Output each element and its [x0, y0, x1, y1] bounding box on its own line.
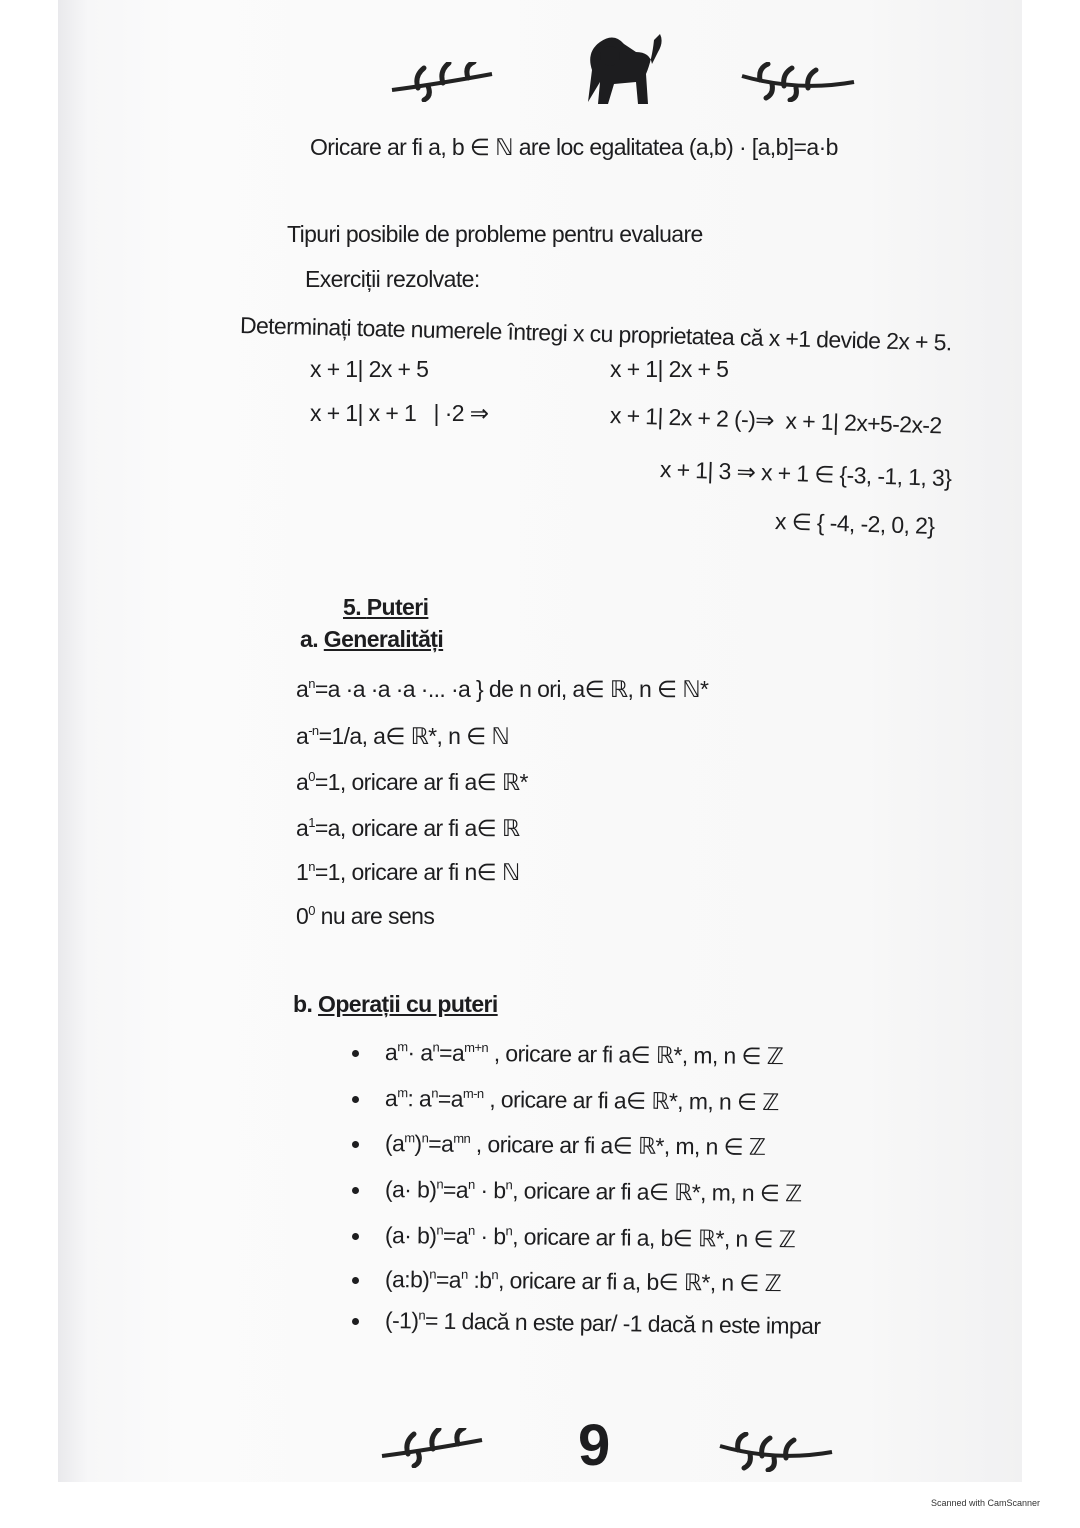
scanner-watermark: Scanned with CamScanner [930, 1498, 1040, 1508]
superscript: m+n [464, 1039, 489, 1056]
superscript: 1 [308, 815, 315, 830]
bullet-icon [352, 1277, 359, 1284]
text-segment: , oricare ar fi a∈ ℝ*, m, n ∈ ℤ [469, 1130, 766, 1160]
superscript: n [418, 1307, 426, 1323]
chapter-heading [343, 594, 428, 621]
subsection-b-heading [293, 991, 498, 1018]
superscript: m-n [462, 1085, 484, 1102]
text-segment: · b [474, 1222, 506, 1250]
chapter-number: 5. [343, 594, 361, 620]
superscript: n [505, 1177, 513, 1193]
superscript: n [460, 1266, 468, 1282]
text-segment: =a ·a ·a ·a ·... ·a } de n ori, a∈ ℝ, n ∈ ℕ* [314, 676, 709, 702]
text-segment: =1, oricare ar fi a∈ ℝ* [314, 769, 528, 795]
lion-emblem-icon [578, 30, 664, 110]
solution-right-3: x + 1| 3 ⇒ x + 1 ∈ {-3, -1, 1, 3} [659, 456, 952, 492]
text-segment: a [296, 815, 309, 841]
subsection-a-letter: a. [300, 626, 318, 652]
subsection-a-title: Generalități [323, 626, 444, 652]
generality-item [296, 859, 520, 886]
problem-statement: Determinați toate numerele întregi x cu proprietatea că x +1 devide 2x + 5. [239, 312, 952, 356]
operation-item [385, 1085, 779, 1116]
text-segment: (a· b) [384, 1222, 437, 1249]
laurel-branch-right-icon [738, 62, 858, 102]
superscript: m [404, 1130, 415, 1146]
laurel-branch-left-icon [388, 62, 498, 102]
solution-right-1: x + 1| 2x + 5 [610, 356, 729, 382]
bullet-icon [352, 1096, 359, 1103]
text-segment: a [296, 723, 309, 749]
superscript: n [436, 1222, 444, 1238]
generality-item [296, 903, 434, 930]
solution-left-1: x + 1| 2x + 5 [310, 356, 429, 382]
text-segment: =a [428, 1130, 454, 1157]
superscript: n [308, 859, 315, 874]
text-segment: ) [414, 1130, 422, 1157]
subsection-b-title: Operații cu puteri [318, 991, 498, 1017]
operation-item [385, 1176, 802, 1207]
subsection-b-letter: b. [293, 991, 313, 1017]
bullet-icon [352, 1187, 359, 1194]
subsection-a-heading [300, 626, 443, 653]
text-segment: (a:b) [384, 1266, 430, 1293]
text-segment: a [296, 676, 309, 702]
text-segment: (-1) [384, 1307, 419, 1334]
laurel-branch-left-icon [378, 1428, 488, 1468]
text-segment: :b [467, 1266, 492, 1294]
superscript: m [397, 1039, 408, 1055]
text-segment: (a· b) [384, 1176, 437, 1203]
text-segment: =1, oricare ar fi n∈ ℕ [314, 859, 520, 885]
page-number: 9 [578, 1413, 611, 1478]
operation-item [385, 1130, 766, 1161]
text-segment: : a [407, 1085, 432, 1112]
text-segment: , oricare ar fi a, b∈ ℝ*, n ∈ ℤ [512, 1223, 796, 1253]
generality-item [296, 676, 708, 703]
text-segment: =1/a, a∈ ℝ*, n ∈ ℕ [318, 723, 510, 749]
superscript: n [429, 1266, 437, 1282]
bullet-icon [352, 1318, 359, 1325]
operation-item [385, 1039, 784, 1070]
superscript: m [397, 1085, 408, 1101]
text-segment: 0 [296, 903, 309, 929]
text-segment: , oricare ar fi a, b∈ ℝ*, n ∈ ℤ [497, 1267, 782, 1297]
superscript: n [431, 1085, 438, 1101]
chapter-title: Puteri [366, 594, 429, 620]
text-segment: = 1 dacă n este par/ -1 dacă n este impar [424, 1307, 821, 1340]
laurel-branch-right-icon [716, 1432, 836, 1472]
text-segment: a [296, 769, 309, 795]
text-segment: , oricare ar fi a∈ ℝ*, m, n ∈ ℤ [483, 1086, 779, 1116]
text-segment: Oricare ar fi a, b ∈ ℕ are loc egalitatea (a,b) · [a,b]=a·b [310, 134, 838, 160]
superscript: n [468, 1222, 475, 1238]
generality-item [296, 815, 520, 842]
text-segment: =a [442, 1176, 469, 1203]
bullet-icon [352, 1050, 359, 1057]
text-segment: (a [384, 1130, 405, 1157]
bullet-icon [352, 1141, 359, 1148]
text-segment: · a [407, 1039, 433, 1066]
text-segment: =a [435, 1266, 462, 1293]
text-segment: =a [438, 1039, 465, 1066]
superscript: -n [308, 723, 319, 738]
generality-item [296, 769, 528, 796]
text-segment: =a [442, 1222, 469, 1249]
superscript: n [491, 1267, 499, 1283]
operation-item [385, 1266, 781, 1297]
solution-right-4: x ∈ { -4, -2, 0, 2} [774, 508, 935, 540]
bullet-icon [352, 1233, 359, 1240]
gcd-lcm-identity [310, 134, 838, 161]
text-segment: =a, oricare ar fi a∈ ℝ [314, 815, 520, 841]
text-segment: , oricare ar fi a∈ ℝ*, m, n ∈ ℤ [487, 1040, 784, 1070]
superscript: n [421, 1130, 429, 1146]
superscript: 0 [308, 903, 315, 918]
text-segment: =a [437, 1085, 464, 1112]
text-segment: 1 [296, 859, 309, 885]
superscript: n [436, 1176, 444, 1192]
superscript: 0 [308, 769, 315, 784]
solution-left-2: x + 1| x + 1 | ·2 ⇒ [310, 400, 489, 426]
superscript: n [432, 1039, 440, 1055]
text-segment: · b [474, 1176, 506, 1204]
text-segment: a [384, 1039, 398, 1066]
superscript: mn [453, 1130, 471, 1146]
superscript: n [308, 676, 315, 691]
text-segment: nu are sens [314, 903, 435, 929]
generality-item [296, 723, 509, 750]
section-title: Tipuri posibile de probleme pentru evaluare [287, 221, 703, 247]
text-segment: a [384, 1085, 398, 1112]
text-segment: , oricare ar fi a∈ ℝ*, m, n ∈ ℤ [512, 1177, 802, 1207]
superscript: n [505, 1223, 513, 1239]
superscript: n [468, 1176, 475, 1192]
solution-right-2: x + 1| 2x + 2 (-)⇒ x + 1| 2x+5-2x-2 [609, 402, 943, 439]
operation-item [385, 1222, 795, 1253]
exercises-label: Exerciții rezolvate: [305, 266, 480, 292]
